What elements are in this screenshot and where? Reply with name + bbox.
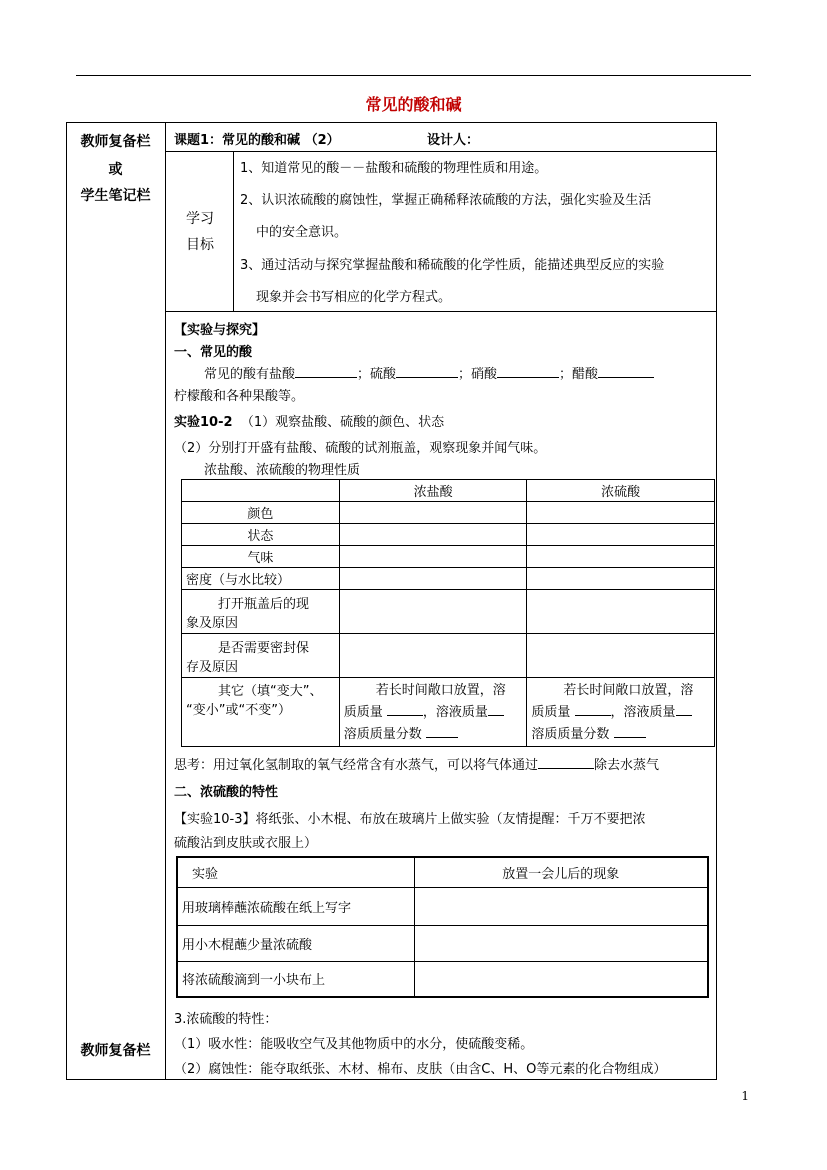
row-label: 气味: [182, 546, 340, 568]
row-label: 颜色: [182, 502, 340, 524]
page-number: 1: [741, 1089, 749, 1103]
goal-item: 3、通过活动与探究掌握盐酸和稀硫酸的化学性质，能描述典型反应的实验: [240, 258, 665, 273]
col-header: 实验: [177, 857, 414, 887]
acids-line: [204, 363, 654, 382]
table-caption: 浓盐酸、浓硫酸的物理性质: [204, 463, 361, 478]
goals-label-2: 目标: [186, 237, 214, 253]
blank-acetic[interactable]: [598, 364, 654, 378]
property-item: （2）腐蚀性：能夺取纸张、木材、棉布、皮肤（由含C、H、O等元素的化合物组成）: [174, 1062, 667, 1077]
row-label-line: 象及原因: [186, 615, 239, 631]
other-line: [344, 702, 523, 724]
side-label-teacher: 教师复备栏: [80, 134, 151, 150]
experiment-table: [176, 856, 709, 998]
other-line: [531, 724, 710, 746]
side-label-or: 或: [108, 162, 123, 178]
exp-10-3-text-2: 硫酸沾到皮肤或衣服上）: [174, 836, 318, 851]
row-label-line: 是否需要密封保: [218, 640, 310, 656]
properties-table: [181, 479, 715, 747]
blank[interactable]: [676, 702, 692, 716]
goal-item: 2、认识浓硫酸的腐蚀性，掌握正确稀释浓硫酸的方法，强化实验及生活: [240, 193, 652, 208]
exp-step-1: （1）观察盐酸、硫酸的颜色、状态: [240, 415, 445, 430]
blank-nitric[interactable]: [497, 364, 559, 378]
acids-nitric: ；硝酸: [458, 367, 498, 382]
row-label: 密度（与水比较）: [182, 568, 340, 590]
side-label-student: 学生笔记栏: [80, 188, 151, 204]
answer-cell[interactable]: [527, 546, 715, 568]
part1-heading: 一、常见的酸: [174, 345, 253, 360]
acids-tail: 柠檬酸和各种果酸等。: [174, 389, 305, 404]
other-text: 质质量: [531, 705, 571, 720]
experiment-10-2: [174, 411, 444, 430]
other-cell-h2so4[interactable]: [527, 678, 715, 747]
other-line: 若长时间敞口放置，溶: [563, 683, 694, 698]
other-line: [344, 724, 523, 746]
goal-item: 1、知道常见的酸－－盐酸和硫酸的物理性质和用途。: [240, 161, 548, 176]
answer-cell[interactable]: [527, 568, 715, 590]
row-label: [182, 678, 340, 747]
blank-hydrochloric[interactable]: [295, 364, 357, 378]
observation-cell[interactable]: [414, 925, 708, 961]
acids-sulfuric: ；硫酸: [357, 367, 397, 382]
property-item: （1）吸水性：能吸收空气及其他物质中的水分，使硫酸变稀。: [174, 1037, 534, 1052]
designer-label: 设计人：: [427, 133, 480, 148]
col-header: 放置一会儿后的现象: [414, 857, 708, 887]
row-label-line: “变小”或“不变”）: [186, 703, 291, 718]
answer-cell[interactable]: [339, 590, 527, 634]
other-line: 若长时间敞口放置，溶: [375, 683, 506, 698]
side-column-divider: [165, 122, 166, 1080]
lesson-title: 课题1：常见的酸和碱 （2）: [174, 133, 340, 148]
other-text: ，溶液质量: [422, 705, 488, 720]
acids-intro: 常见的酸有盐酸: [204, 367, 296, 382]
answer-cell[interactable]: [339, 524, 527, 546]
blank-think[interactable]: [538, 755, 594, 769]
col-header: 浓盐酸: [339, 480, 527, 502]
blank[interactable]: [488, 702, 504, 716]
exp-10-3-label: 【实验10-3】: [174, 812, 256, 827]
goals-divider: [165, 311, 717, 312]
exp-label: 实验10-2: [174, 415, 233, 430]
answer-cell[interactable]: [527, 634, 715, 678]
blank-sulfuric[interactable]: [396, 364, 458, 378]
row-label: 状态: [182, 524, 340, 546]
goal-item: 现象并会书写相应的化学方程式。: [256, 290, 452, 305]
blank[interactable]: [387, 702, 423, 716]
answer-cell[interactable]: [339, 502, 527, 524]
row-label: [182, 634, 340, 678]
col-header: 浓硫酸: [527, 480, 715, 502]
row-label-line: 其它（填“变大”、: [218, 684, 323, 699]
row-label-line: 存及原因: [186, 659, 239, 675]
think-tail: 除去水蒸气: [594, 758, 660, 773]
exp-step-2: （2）分别打开盛有盐酸、硫酸的试剂瓶盖，观察现象并闻气味。: [174, 441, 547, 456]
other-text: 质质量: [343, 705, 383, 720]
blank[interactable]: [614, 724, 646, 738]
answer-cell[interactable]: [527, 590, 715, 634]
other-line: [531, 702, 710, 724]
blank[interactable]: [575, 702, 611, 716]
answer-cell[interactable]: [339, 634, 527, 678]
header-divider: [165, 151, 717, 152]
part2-heading: 二、浓硫酸的特性: [174, 785, 279, 800]
other-cell-hcl[interactable]: [339, 678, 527, 747]
exp-10-3-line: [174, 808, 646, 827]
section-heading: 【实验与探究】: [174, 323, 266, 338]
blank[interactable]: [426, 724, 458, 738]
observation-cell[interactable]: [414, 961, 708, 997]
think-line: [174, 754, 659, 773]
answer-cell[interactable]: [339, 568, 527, 590]
row-label-line: 打开瓶盖后的现: [218, 596, 310, 612]
think-text: 思考：用过氧化氢制取的氧气经常含有水蒸气，可以将气体通过: [174, 758, 539, 773]
side-label-teacher-bottom: 教师复备栏: [80, 1043, 151, 1059]
row-label: [182, 590, 340, 634]
experiment-row-label: 用玻璃棒蘸浓硫酸在纸上写字: [177, 887, 414, 925]
acids-acetic: ；醋酸: [559, 367, 599, 382]
answer-cell[interactable]: [339, 546, 527, 568]
answer-cell[interactable]: [527, 502, 715, 524]
exp-10-3-text: 将纸张、小木棍、布放在玻璃片上做实验（友情提醒：千万不要把浓: [255, 812, 646, 827]
answer-cell[interactable]: [527, 524, 715, 546]
other-text: 溶质质量分数: [343, 727, 422, 742]
experiment-row-label: 将浓硫酸滴到一小块布上: [177, 961, 414, 997]
observation-cell[interactable]: [414, 887, 708, 925]
page-title: 常见的酸和碱: [365, 95, 462, 114]
table-corner: [182, 480, 340, 502]
goals-label-1: 学习: [186, 211, 214, 227]
properties-heading: 3.浓硫酸的特性：: [174, 1012, 278, 1027]
goal-item: 中的安全意识。: [256, 225, 348, 240]
other-text: ，溶液质量: [610, 705, 676, 720]
header-rule: [76, 75, 751, 76]
other-text: 溶质质量分数: [531, 727, 610, 742]
goals-label-divider: [233, 151, 234, 311]
experiment-row-label: 用小木棍蘸少量浓硫酸: [177, 925, 414, 961]
